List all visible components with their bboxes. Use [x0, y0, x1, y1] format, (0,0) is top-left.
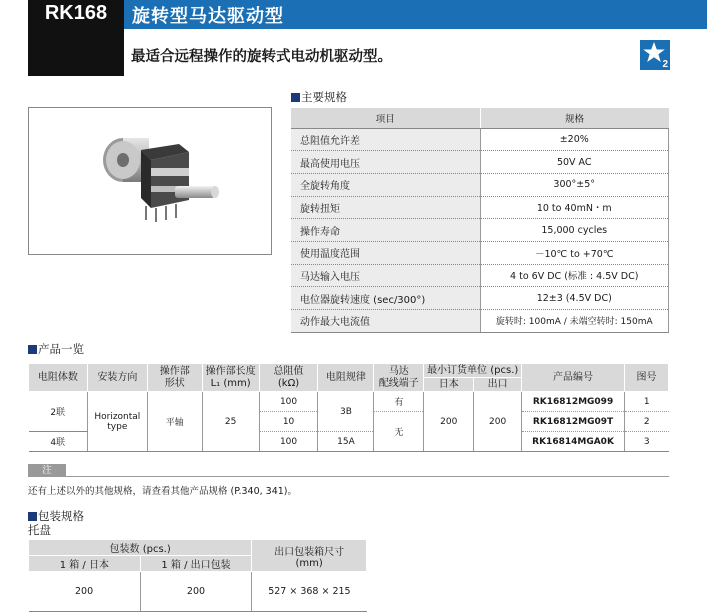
carton-size-cell: 527 × 368 × 215: [252, 572, 367, 612]
spec-item: 电位器旋转速度 (sec/300°): [291, 287, 480, 310]
page-subtitle: 最适合远程操作的旋转式电动机驱动型。: [131, 49, 392, 65]
spec-item: 全旋转角度: [291, 173, 480, 196]
spec-value: 15,000 cycles: [480, 219, 669, 242]
note-text: 还有上述以外的其他规格，请查看其他产品规格 (P.340, 341)。: [28, 486, 298, 497]
spec-col-value: 规格: [480, 108, 669, 128]
packing-section-title: 包装规格: [38, 509, 84, 523]
spec-value: 50V AC: [480, 151, 669, 174]
spec-row: [291, 196, 669, 219]
spec-value: 12±3 (4.5V DC): [480, 287, 669, 310]
badge-number: 2: [662, 59, 668, 70]
col-motor-terminal: 马达 配线端子: [374, 364, 424, 392]
col-min-order: 最小订货单位 (pcs.): [424, 364, 522, 378]
pack-export-cell: 200: [140, 572, 252, 612]
product-header-row: [29, 364, 669, 378]
taper-cell: 3B: [318, 392, 374, 432]
product-section-label: [28, 341, 84, 357]
col-export: 出口: [474, 378, 522, 392]
table-row: [29, 572, 367, 612]
col-box-japan: 1 箱 / 日本: [29, 556, 141, 572]
mount-direction-cell: Horizontal type: [87, 392, 147, 452]
packing-header-row: [29, 540, 367, 556]
taper-cell: 15A: [318, 432, 374, 452]
resistance-cell: 100: [259, 392, 318, 412]
part-number-cell: RK16812MG09T: [522, 412, 625, 432]
length-cell: 25: [202, 392, 259, 452]
terminal-cell: 有: [374, 392, 424, 412]
spec-section-title: 主要规格: [301, 90, 347, 104]
part-number-cell: RK16814MGA0K: [522, 432, 625, 452]
spec-value: 300°±5°: [480, 173, 669, 196]
spec-table: [291, 108, 669, 333]
model-code: RK168: [44, 2, 108, 24]
moq-export-cell: 200: [474, 392, 522, 452]
model-code-block: [28, 0, 124, 76]
col-carton-size: 出口包装箱尺寸 (mm): [252, 540, 367, 572]
spec-item: 操作寿命: [291, 219, 480, 242]
spec-item: 使用温度范围: [291, 241, 480, 264]
spec-item: 马达输入电压: [291, 264, 480, 287]
section-square-icon: [291, 93, 300, 102]
resistance-cell: 100: [259, 432, 318, 452]
shape-cell: 平轴: [147, 392, 202, 452]
note-divider: [66, 476, 669, 477]
col-taper: 电阻规律: [318, 364, 374, 392]
col-pack-qty: 包装数 (pcs.): [29, 540, 252, 556]
spec-row: [291, 287, 669, 310]
spec-row: [291, 241, 669, 264]
col-part-number: 产品编号: [522, 364, 625, 392]
col-box-export: 1 箱 / 出口包装: [140, 556, 252, 572]
pack-japan-cell: 200: [29, 572, 141, 612]
spec-item: 旋转扭矩: [291, 196, 480, 219]
star-badge-icon: [640, 40, 670, 70]
col-actuator-length: 操作部长度 L₁ (mm): [202, 364, 259, 392]
product-table: [28, 363, 669, 452]
spec-item: 最高使用电压: [291, 151, 480, 174]
spec-value: ±20%: [480, 128, 669, 151]
drawing-no-cell: 3: [625, 432, 669, 452]
drawing-no-cell: 1: [625, 392, 669, 412]
spec-value: 4 to 6V DC (标准 : 4.5V DC): [480, 264, 669, 287]
col-actuator-shape: 操作部 形状: [147, 364, 202, 392]
table-row: [29, 392, 669, 412]
spec-row: [291, 264, 669, 287]
spec-value: 10 to 40mN・m: [480, 196, 669, 219]
terminal-cell: 无: [374, 412, 424, 452]
body-count-cell: 2联: [29, 392, 88, 432]
packing-sublabel: 托盘: [28, 523, 51, 537]
spec-row: [291, 219, 669, 242]
drawing-no-cell: 2: [625, 412, 669, 432]
spec-row: [291, 173, 669, 196]
col-body-count: 电阻体数: [29, 364, 88, 392]
col-japan: 日本: [424, 378, 474, 392]
spec-value: －10℃ to +70℃: [480, 241, 669, 264]
spec-item: 动作最大电流值: [291, 310, 480, 333]
note-label: 注: [28, 464, 66, 477]
spec-header-row: [291, 108, 669, 128]
moq-japan-cell: 200: [424, 392, 474, 452]
part-number-cell: RK16812MG099: [522, 392, 625, 412]
page-title: 旋转型马达驱动型: [132, 6, 284, 27]
col-resistance: 总阻值 (kΩ): [259, 364, 318, 392]
packing-table: [28, 539, 367, 612]
spec-row: [291, 151, 669, 174]
section-square-icon: [28, 512, 37, 521]
spec-value: 旋转时: 100mA / 未端空转时: 150mA: [480, 310, 669, 333]
col-mount-direction: 安装方向: [87, 364, 147, 392]
spec-col-item: 项目: [291, 108, 480, 128]
body-count-cell: 4联: [29, 432, 88, 452]
spec-row: [291, 128, 669, 151]
title-bar: [124, 0, 707, 29]
spec-section-label: [291, 89, 347, 105]
spec-item: 总阻值允许差: [291, 128, 480, 151]
resistance-cell: 10: [259, 412, 318, 432]
section-square-icon: [28, 345, 37, 354]
col-drawing-no: 图号: [625, 364, 669, 392]
product-section-title: 产品一览: [38, 342, 84, 356]
product-photo-image: [28, 107, 272, 255]
spec-row: [291, 310, 669, 333]
